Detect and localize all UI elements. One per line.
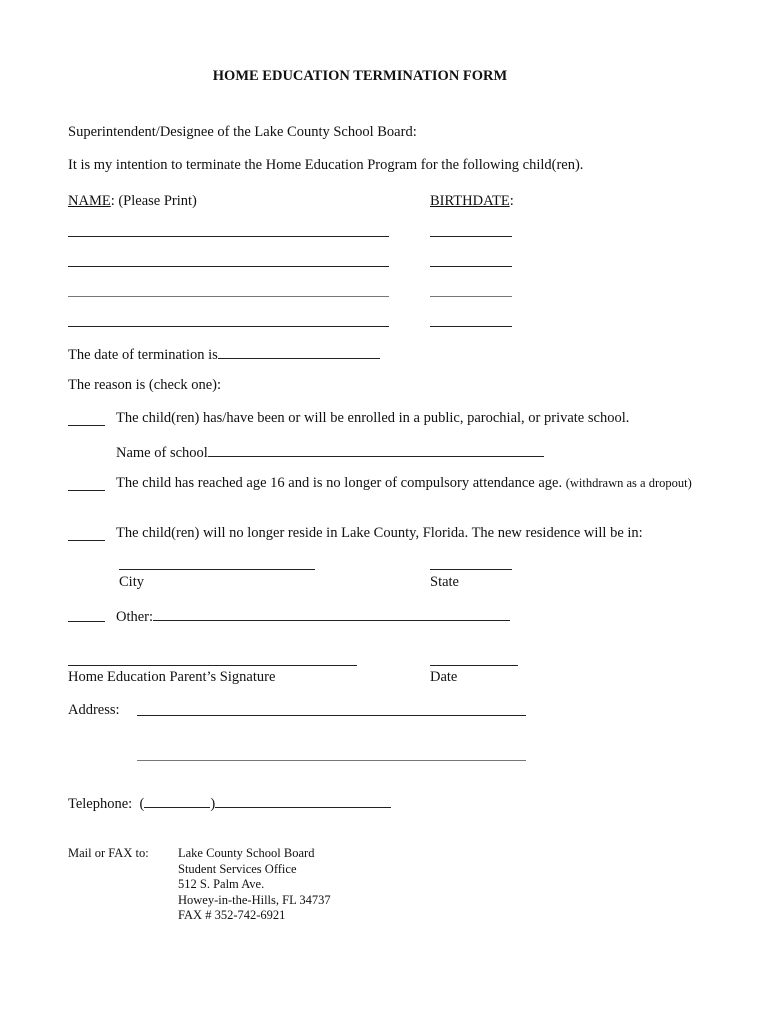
telephone-row	[68, 793, 391, 813]
relocate-checkbox-line[interactable]	[68, 540, 105, 541]
option-age-row	[116, 475, 692, 492]
mail-to-line: Lake County School Board	[178, 846, 315, 860]
option-age-note: (withdrawn as a dropout)	[565, 476, 692, 490]
termination-date-label: The date of termination is	[68, 347, 218, 363]
other-field[interactable]	[153, 606, 510, 621]
signature-date-label: Date	[430, 669, 458, 685]
address-line-2[interactable]	[137, 760, 526, 761]
child-birthdate-line-4[interactable]	[430, 326, 512, 327]
name-label: NAME	[68, 193, 111, 209]
mail-to-address	[178, 846, 331, 924]
option-enrolled-text: The child(ren) has/have been or will be enrolled in a public, parochial, or private school.	[116, 410, 630, 426]
termination-date-row	[68, 344, 380, 364]
child-birthdate-line-3[interactable]	[430, 296, 512, 297]
birthdate-label: BIRTHDATE	[430, 193, 510, 209]
address-label: Address:	[68, 702, 120, 718]
signature-line[interactable]	[68, 665, 357, 666]
area-code-field[interactable]	[144, 793, 210, 808]
birthdate-colon: :	[509, 193, 514, 209]
school-name-field[interactable]	[208, 442, 544, 457]
other-row	[116, 606, 510, 626]
telephone-label: Telephone:	[68, 796, 133, 812]
intention-statement: It is my intention to terminate the Home Education Program for the following child(ren).	[68, 157, 584, 173]
termination-date-field[interactable]	[218, 344, 380, 359]
area-code-open-paren: (	[139, 796, 145, 812]
signature-date-line[interactable]	[430, 665, 518, 666]
city-field[interactable]	[119, 569, 315, 570]
form-title: HOME EDUCATION TERMINATION FORM	[212, 68, 508, 84]
school-name-row	[116, 442, 544, 462]
name-hint: : (Please Print)	[110, 193, 197, 209]
signature-label: Home Education Parent’s Signature	[68, 669, 276, 685]
child-name-line-1[interactable]	[68, 236, 389, 237]
other-checkbox-line[interactable]	[68, 621, 105, 622]
enrolled-checkbox-line[interactable]	[68, 425, 105, 426]
phone-number-field[interactable]	[215, 793, 391, 808]
child-name-line-2[interactable]	[68, 266, 389, 267]
mail-to-line: 512 S. Palm Ave.	[178, 877, 265, 891]
address-line-1[interactable]	[137, 715, 526, 716]
other-label: Other:	[116, 609, 154, 625]
state-field[interactable]	[430, 569, 512, 570]
birthdate-column-header	[430, 193, 514, 210]
child-birthdate-line-1[interactable]	[430, 236, 512, 237]
child-birthdate-line-2[interactable]	[430, 266, 512, 267]
age-checkbox-line[interactable]	[68, 490, 105, 491]
mail-to-label: Mail or FAX to:	[68, 846, 149, 860]
name-column-header	[68, 193, 197, 210]
state-label: State	[430, 574, 459, 590]
mail-to-line: Student Services Office	[178, 861, 297, 876]
mail-to-line: FAX # 352-742-6921	[178, 908, 286, 922]
salutation: Superintendent/Designee of the Lake County School Board:	[68, 124, 417, 140]
area-code-close-paren: )	[210, 796, 216, 812]
reason-prompt: The reason is (check one):	[68, 377, 221, 393]
child-name-line-4[interactable]	[68, 326, 389, 327]
city-label: City	[119, 574, 144, 590]
option-age-text: The child has reached age 16 and is no longer of compulsory attendance age.	[116, 475, 563, 491]
school-name-label: Name of school	[116, 445, 208, 461]
mail-to-line: Howey-in-the-Hills, FL 34737	[178, 892, 331, 907]
child-name-line-3[interactable]	[68, 296, 389, 297]
option-relocate-text: The child(ren) will no longer reside in Lake County, Florida. The new residence will be in:	[116, 525, 643, 541]
